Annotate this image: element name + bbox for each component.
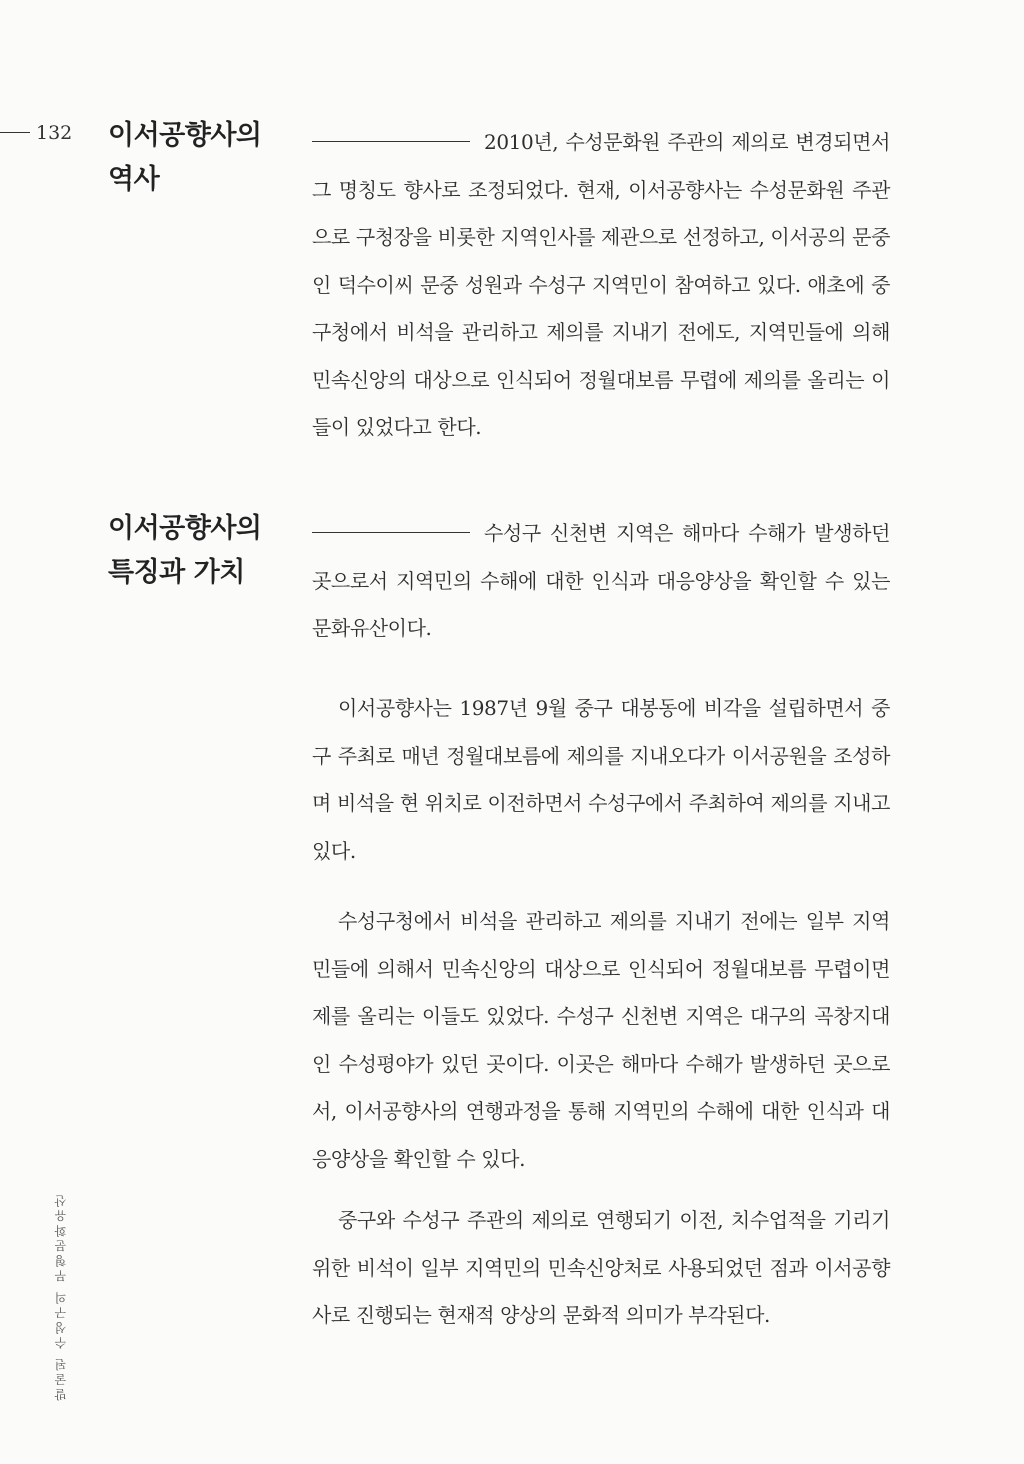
features-paragraph-4: 중구와 수성구 주관의 제의로 연행되기 이전, 치수업적을 기리기 위한 비석이 일부 지역민의 민속신앙처로 사용되었던 점과 이서공향사로 진행되는 현재적 양상의 문화적 의미가 부각된다. bbox=[312, 1208, 890, 1327]
section-heading-features bbox=[108, 507, 288, 595]
features-paragraph-1 bbox=[312, 510, 890, 653]
lead-rule bbox=[312, 532, 470, 533]
features-paragraph-1-text: 수성구 신천변 지역은 해마다 수해가 발생하던 곳으로서 지역민의 수해에 대한 인식과 대응양상을 확인할 수 있는 문화유산이다. bbox=[312, 521, 890, 640]
page-number: 132 bbox=[36, 122, 73, 144]
heading-line: 역사 bbox=[108, 164, 160, 195]
lead-rule bbox=[312, 141, 470, 142]
features-paragraph-2: 이서공향사는 1987년 9월 중구 대봉동에 비각을 설립하면서 중구 주최로 매년 정월대보름에 제의를 지내오다가 이서공원을 조성하며 비석을 현 위치로 이전하면서 수성구에서 주최하여 제의를 지내고 있다. bbox=[312, 696, 890, 863]
section-heading-history bbox=[108, 114, 288, 202]
page-number-rule bbox=[0, 132, 30, 133]
history-paragraph-text: 2010년, 수성문화원 주관의 제의로 변경되면서 그 명칭도 향사로 조정되었다. 현재, 이서공향사는 수성문화원 주관으로 구청장을 비롯한 지역인사를 제관으로 선정하고, 이서공의 문중인 덕수이씨 문중 성원과 수성구 지역민이 참여하고 있다. 애초에 중구청에서 비석을 관리하고 제의를 지내기 전에도, 지역민들에 의해 민속신앙의 대상으로 인식되어 정월대보름 무렵에 제의를 올리는 이들이 있었다고 한다. bbox=[312, 130, 890, 439]
heading-line: 특징과 가치 bbox=[108, 557, 245, 588]
heading-line: 이서공향사의 bbox=[108, 513, 262, 544]
heading-line: 이서공향사의 bbox=[108, 120, 262, 151]
side-running-title: 발굴된 수성구의 무형문화유산 bbox=[54, 1192, 68, 1401]
features-paragraph-3: 수성구청에서 비석을 관리하고 제의를 지내기 전에는 일부 지역민들에 의해서 민속신앙의 대상으로 인식되어 정월대보름 무렵이면 제를 올리는 이들도 있었다. 수성구 신천변 지역은 대구의 곡창지대인 수성평야가 있던 곳이다. 이곳은 해마다 수해가 발생하던 곳으로서, 이서공향사의 연행과정을 통해 지역민의 수해에 대한 인식과 대응양상을 확인할 수 있다. bbox=[312, 909, 890, 1171]
history-paragraph bbox=[312, 119, 890, 452]
